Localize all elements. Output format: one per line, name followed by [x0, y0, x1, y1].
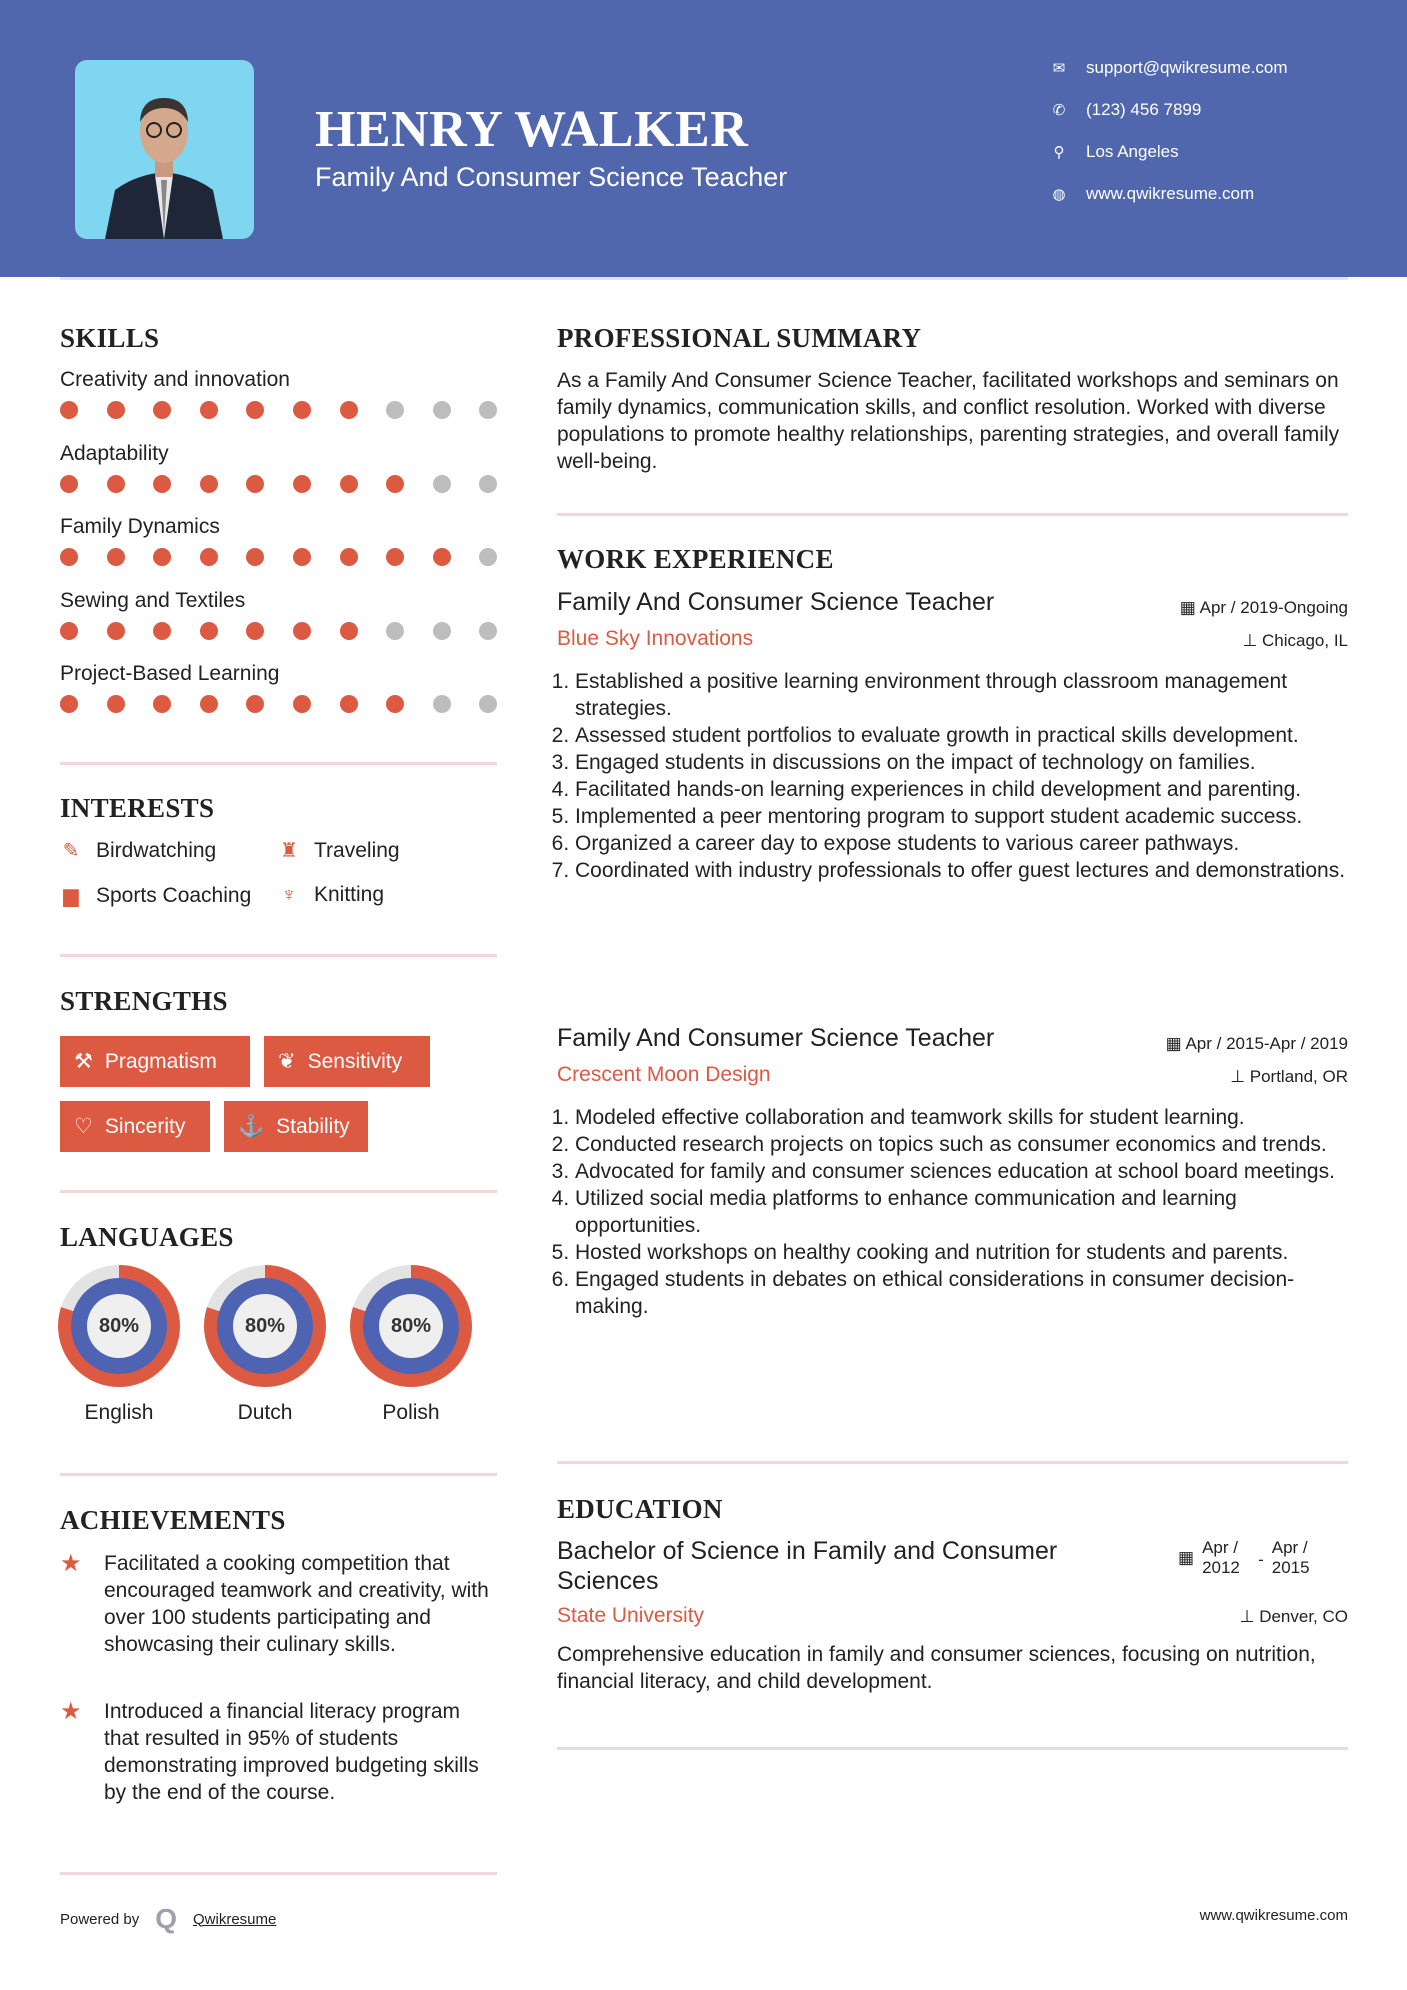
- rating-dot-filled: [340, 695, 358, 713]
- interest-label: Knitting: [314, 883, 385, 906]
- language-donut: [204, 1265, 326, 1387]
- job-bullet: 1. Modeled effective collaboration and teamwork skills for student learning.: [575, 1104, 1352, 1131]
- job-title: Family And Consumer Science Teacher: [557, 588, 995, 616]
- job-dates: [1166, 1034, 1348, 1054]
- language-item: [350, 1265, 472, 1425]
- achievement-text: Facilitated a cooking competition that encouraged teamwork and creativity, with over 100 students participating and showcasing their culinary skills.: [104, 1552, 489, 1656]
- rating-dot-filled: [107, 401, 125, 419]
- rating-dot-filled: [107, 548, 125, 566]
- end-date: Apr / 2015: [1271, 1538, 1310, 1577]
- interest-label: Birdwatching: [96, 838, 217, 862]
- divider: [60, 762, 497, 765]
- rating-dot-filled: [293, 695, 311, 713]
- job-bullets: [557, 1104, 1352, 1320]
- language-percent: 80%: [379, 1294, 443, 1358]
- rating-dot-empty: [479, 622, 497, 640]
- job-title: Family And Consumer Science Teacher: [557, 1024, 995, 1052]
- rating-dot-filled: [433, 548, 451, 566]
- language-item: [204, 1265, 326, 1425]
- divider: [60, 954, 497, 957]
- rating-dot-filled: [293, 401, 311, 419]
- envelope-icon: ✉: [1052, 60, 1066, 77]
- rating-dot-filled: [107, 475, 125, 493]
- skill-rating: [60, 622, 497, 640]
- rating-dot-filled: [340, 548, 358, 566]
- anchor-icon: ⚓: [238, 1114, 265, 1138]
- job-bullet: 4. Facilitated hands-on learning experiences in child development and parenting.: [575, 776, 1352, 803]
- strength-badge: [60, 1036, 250, 1087]
- job-bullet: 2. Assessed student portfolios to evaluate growth in practical skills development.: [575, 722, 1352, 749]
- trophy-icon: ♆: [281, 883, 297, 906]
- rating-dot-filled: [60, 548, 78, 566]
- skill-item: [60, 589, 497, 640]
- rating-dot-filled: [200, 475, 218, 493]
- rating-dot-filled: [60, 695, 78, 713]
- rating-dot-empty: [433, 475, 451, 493]
- rating-dot-filled: [340, 401, 358, 419]
- rating-dot-filled: [246, 475, 264, 493]
- phone-text: (123) 456 7899: [1086, 100, 1202, 119]
- company-name: Blue Sky Innovations: [557, 627, 754, 650]
- pushpin-icon: ⊥: [1242, 631, 1262, 650]
- job-bullet: 6. Organized a career day to expose students to various career pathways.: [575, 830, 1352, 857]
- language-item: [58, 1265, 180, 1425]
- job-bullet: 3. Engaged students in discussions on the impact of technology on families.: [575, 749, 1352, 776]
- skill-rating: [60, 548, 497, 566]
- rating-dot-filled: [153, 401, 171, 419]
- start-date: Apr / 2012: [1202, 1538, 1240, 1577]
- location-text: Portland, OR: [1249, 1067, 1348, 1086]
- star-icon: ★: [60, 1550, 82, 1577]
- footer-website[interactable]: www.qwikresume.com: [1199, 1907, 1348, 1924]
- achievement-text: Introduced a financial literacy program that resulted in 95% of students demonstrating improved budgeting skills by the end of the course.: [104, 1700, 479, 1804]
- dates-text: Apr / 2015-Apr / 2019: [1185, 1034, 1348, 1053]
- summary-text: As a Family And Consumer Science Teacher, facilitated workshops and seminars on family dynamics, communication skills, and conflict resolution. Worked with diverse populations to promote healthy relationships, parenting strategies, and overall family well-being.: [557, 369, 1340, 473]
- heart-icon: ♡: [74, 1115, 93, 1138]
- calendar-icon: ▦: [1178, 1548, 1195, 1567]
- profile-photo: [75, 60, 254, 239]
- rating-dot-filled: [293, 475, 311, 493]
- interest-item: [278, 883, 384, 907]
- strengths-heading: STRENGTHS: [60, 986, 228, 1016]
- skill-item: [60, 368, 497, 419]
- language-percent: 80%: [87, 1294, 151, 1358]
- job-bullets: [557, 668, 1352, 884]
- edit-icon: ✎: [62, 840, 80, 862]
- company-name: Crescent Moon Design: [557, 1063, 771, 1086]
- skill-label: Creativity and innovation: [60, 368, 290, 391]
- rating-dot-filled: [200, 622, 218, 640]
- candidate-name: HENRY WALKER: [315, 101, 749, 158]
- language-label: Polish: [382, 1401, 440, 1424]
- skill-label: Adaptability: [60, 441, 169, 465]
- rating-dot-filled: [200, 695, 218, 713]
- job-bullet: 5. Hosted workshops on healthy cooking and nutrition for students and parents.: [575, 1239, 1352, 1266]
- skill-item: [60, 515, 497, 566]
- contact-phone: [1050, 100, 1201, 120]
- languages-heading: LANGUAGES: [60, 1222, 234, 1252]
- globe-icon: ◍: [1052, 186, 1066, 203]
- website-text: www.qwikresume.com: [1086, 184, 1255, 203]
- interest-label: Traveling: [314, 838, 400, 862]
- skills-heading: SKILLS: [60, 323, 160, 353]
- job-location: [1230, 1067, 1348, 1087]
- language-donut: [350, 1265, 472, 1387]
- interest-item: [60, 838, 216, 863]
- strength-badge: [60, 1101, 210, 1152]
- location-text: Los Angeles: [1086, 142, 1179, 161]
- rating-dot-filled: [386, 475, 404, 493]
- rating-dot-filled: [107, 622, 125, 640]
- leaf-icon: ❦: [278, 1050, 296, 1073]
- pushpin-icon: ⊥: [1239, 1607, 1260, 1626]
- experience-heading: WORK EXPERIENCE: [557, 544, 834, 574]
- rating-dot-filled: [153, 695, 171, 713]
- rating-dot-empty: [433, 695, 451, 713]
- briefcase-icon: ▆: [63, 885, 79, 907]
- rating-dot-filled: [153, 622, 171, 640]
- rating-dot-filled: [200, 548, 218, 566]
- rating-dot-filled: [340, 622, 358, 640]
- education-location: [1240, 1607, 1348, 1627]
- rating-dot-filled: [293, 548, 311, 566]
- location-text: Denver, CO: [1259, 1607, 1348, 1626]
- interests-heading: INTERESTS: [60, 793, 215, 823]
- job-bullet: 4. Utilized social media platforms to enhance communication and learning opportunities.: [575, 1185, 1352, 1239]
- powered-by-text: Powered by: [60, 1910, 140, 1928]
- rating-dot-filled: [293, 622, 311, 640]
- job-location: [1242, 631, 1348, 651]
- rating-dot-filled: [246, 622, 264, 640]
- divider: [60, 1872, 497, 1875]
- gavel-icon: ⚒: [74, 1050, 93, 1073]
- rating-dot-filled: [60, 401, 78, 419]
- strength-label: Sincerity: [104, 1114, 186, 1138]
- skill-label: Sewing and Textiles: [60, 588, 246, 612]
- education-description: Comprehensive education in family and consumer sciences, focusing on nutrition, financial literacy, and child development.: [557, 1643, 1316, 1693]
- rating-dot-filled: [246, 548, 264, 566]
- powered-by: [60, 1903, 276, 1935]
- skill-rating: [60, 401, 497, 419]
- rating-dot-filled: [107, 695, 125, 713]
- achievement-item: [60, 1698, 500, 1806]
- strength-label: Sensitivity: [307, 1049, 403, 1073]
- strength-label: Pragmatism: [104, 1049, 217, 1073]
- binoculars-icon: ♜: [280, 840, 298, 862]
- strength-badge: [264, 1036, 430, 1087]
- divider: [60, 1473, 497, 1476]
- school-name: State University: [557, 1604, 705, 1627]
- star-icon: ★: [60, 1698, 82, 1725]
- divider: [557, 1461, 1348, 1464]
- skill-rating: [60, 475, 497, 493]
- donut-ring: [71, 1278, 167, 1374]
- job-bullet: 3. Advocated for family and consumer sciences education at school board meetings.: [575, 1158, 1352, 1185]
- rating-dot-filled: [60, 475, 78, 493]
- job-bullet: 5. Implemented a peer mentoring program to support student academic success.: [575, 803, 1352, 830]
- interest-item: [278, 838, 400, 863]
- job-bullet: 1. Established a positive learning environment through classroom management strategies.: [575, 668, 1352, 722]
- rating-dot-empty: [386, 622, 404, 640]
- skill-label: Family Dynamics: [60, 515, 220, 539]
- interest-label: Sports Coaching: [96, 883, 252, 907]
- donut-ring: [217, 1278, 313, 1374]
- strength-badge: [224, 1101, 368, 1152]
- job-bullet: 6. Engaged students in debates on ethical considerations in consumer decision-making.: [575, 1266, 1352, 1320]
- divider: [557, 1747, 1348, 1750]
- language-label: English: [84, 1401, 154, 1424]
- contact-website[interactable]: [1050, 184, 1254, 204]
- phone-icon: ✆: [1052, 102, 1066, 119]
- date-separator: -: [1258, 1550, 1264, 1569]
- rating-dot-filled: [246, 695, 264, 713]
- rating-dot-filled: [153, 475, 171, 493]
- strength-label: Stability: [276, 1114, 350, 1138]
- job-dates: [1180, 598, 1348, 618]
- education-heading: EDUCATION: [557, 1494, 723, 1524]
- job-bullet: 2. Conducted research projects on topics such as consumer economics and trends.: [575, 1131, 1352, 1158]
- dates-text: Apr / 2019-Ongoing: [1199, 598, 1348, 617]
- calendar-icon: ▦: [1165, 1034, 1186, 1053]
- job-bullet: 7. Coordinated with industry professionals to offer guest lectures and demonstrations.: [575, 857, 1352, 884]
- rating-dot-filled: [200, 401, 218, 419]
- divider: [557, 513, 1348, 516]
- rating-dot-filled: [60, 622, 78, 640]
- language-percent: 80%: [233, 1294, 297, 1358]
- candidate-title: Family And Consumer Science Teacher: [315, 162, 788, 192]
- qwikresume-logo-icon: Q: [155, 1903, 177, 1934]
- rating-dot-empty: [386, 401, 404, 419]
- rating-dot-filled: [386, 695, 404, 713]
- donut-ring: [363, 1278, 459, 1374]
- language-donut: [58, 1265, 180, 1387]
- calendar-icon: ▦: [1179, 598, 1200, 617]
- interest-item: [60, 883, 251, 908]
- rating-dot-filled: [386, 548, 404, 566]
- email-text: support@qwikresume.com: [1086, 58, 1288, 77]
- achievement-item: [60, 1550, 500, 1658]
- rating-dot-empty: [433, 401, 451, 419]
- languages-list: [58, 1265, 498, 1445]
- qwikresume-link[interactable]: Qwikresume: [193, 1910, 277, 1928]
- rating-dot-empty: [479, 548, 497, 566]
- achievements-heading: ACHIEVEMENTS: [60, 1505, 286, 1535]
- summary-heading: PROFESSIONAL SUMMARY: [557, 323, 922, 353]
- contact-location: [1050, 142, 1179, 162]
- degree-title: Bachelor of Science in Family and Consumer Sciences: [557, 1537, 1058, 1595]
- pushpin-icon: ⊥: [1230, 1067, 1250, 1086]
- rating-dot-empty: [479, 475, 497, 493]
- divider: [60, 1190, 497, 1193]
- rating-dot-filled: [246, 401, 264, 419]
- rating-dot-empty: [479, 695, 497, 713]
- skill-rating: [60, 695, 497, 713]
- header-divider: [60, 277, 1348, 280]
- language-label: Dutch: [237, 1401, 293, 1424]
- rating-dot-filled: [153, 548, 171, 566]
- education-dates: [1178, 1538, 1320, 1578]
- map-pin-icon: ⚲: [1053, 144, 1065, 161]
- skill-label: Project-Based Learning: [60, 662, 280, 686]
- rating-dot-filled: [340, 475, 358, 493]
- rating-dot-empty: [479, 401, 497, 419]
- skill-item: [60, 662, 497, 713]
- rating-dot-empty: [433, 622, 451, 640]
- location-text: Chicago, IL: [1262, 631, 1348, 650]
- contact-email[interactable]: [1050, 58, 1288, 78]
- skill-item: [60, 442, 497, 493]
